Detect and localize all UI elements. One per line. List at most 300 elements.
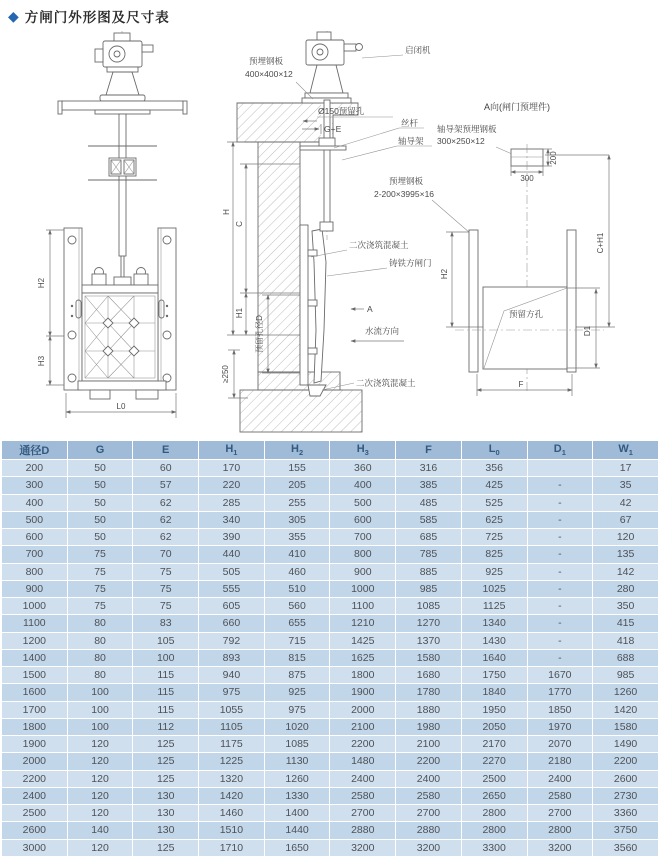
table-row: [2, 787, 659, 804]
table-cell: 655: [264, 615, 330, 632]
table-cell: 35: [593, 477, 659, 494]
table-cell: 305: [264, 511, 330, 528]
table-cell: 1225: [199, 753, 265, 770]
table-cell: 385: [396, 477, 462, 494]
concrete-lower-label: 二次浇筑混凝土: [356, 378, 416, 388]
table-cell: 1480: [330, 753, 396, 770]
table-cell: 600: [2, 529, 68, 546]
table-cell: 2400: [527, 770, 593, 787]
table-cell: 205: [264, 477, 330, 494]
table-cell: 1750: [461, 667, 527, 684]
table-cell: 1020: [264, 718, 330, 735]
concrete-upper-label: 二次浇筑混凝土: [349, 240, 409, 250]
table-cell: 2200: [330, 736, 396, 753]
square-hole-label: 预留方孔: [509, 309, 544, 319]
table-cell: 418: [593, 632, 659, 649]
table-cell: 2100: [330, 718, 396, 735]
table-cell: 3360: [593, 805, 659, 822]
dim-h2-right-label: H2: [440, 268, 449, 280]
table-cell: 2400: [396, 770, 462, 787]
table-cell: 3200: [396, 839, 462, 857]
table-row: [2, 822, 659, 839]
screw-stem-front: [88, 114, 157, 285]
table-cell: 1710: [199, 839, 265, 857]
table-cell: 120: [67, 787, 133, 804]
table-cell: 3200: [527, 839, 593, 857]
table-cell: 560: [264, 598, 330, 615]
table-cell: -: [527, 529, 593, 546]
dim-200-label: 200: [549, 151, 558, 165]
column-header: $W_1$: [593, 441, 659, 460]
table-cell: 130: [133, 805, 199, 822]
table-cell: 355: [264, 529, 330, 546]
table-cell: 300: [2, 477, 68, 494]
table-cell: 725: [461, 529, 527, 546]
table-cell: 120: [67, 736, 133, 753]
table-cell: 80: [67, 649, 133, 666]
table-cell: 105: [133, 632, 199, 649]
table-row: [2, 736, 659, 753]
table-cell: 80: [67, 632, 133, 649]
table-cell: 17: [593, 460, 659, 477]
column-header: $H_1$: [199, 441, 265, 460]
table-cell: 350: [593, 598, 659, 615]
guide-plate-label: 轴导架预埋钢板: [437, 124, 497, 134]
table-cell: 1000: [330, 580, 396, 597]
table-cell: 75: [133, 580, 199, 597]
table-cell: 2700: [527, 805, 593, 822]
table-cell: 688: [593, 649, 659, 666]
platform-beam: [58, 101, 187, 114]
table-cell: 1625: [330, 649, 396, 666]
table-row: [2, 529, 659, 546]
dim-h-label: H: [222, 209, 231, 215]
table-cell: 125: [133, 753, 199, 770]
table-cell: 2070: [527, 736, 593, 753]
table-cell: 1425: [330, 632, 396, 649]
table-cell: -: [527, 580, 593, 597]
gate-label: 铸铁方闸门: [389, 258, 432, 268]
table-cell: 2600: [2, 822, 68, 839]
table-cell: 130: [133, 787, 199, 804]
table-cell: 510: [264, 580, 330, 597]
embedded-bar-left: [469, 230, 478, 372]
table-cell: 340: [199, 511, 265, 528]
table-cell: 1330: [264, 787, 330, 804]
table-cell: 3560: [593, 839, 659, 857]
table-cell: 125: [133, 839, 199, 857]
dim-h3-label: H3: [37, 355, 46, 367]
table-cell: 135: [593, 546, 659, 563]
table-cell: -: [527, 511, 593, 528]
plate-label: 预埋钢板: [249, 56, 284, 66]
table-cell: 1320: [199, 770, 265, 787]
table-cell: 525: [461, 494, 527, 511]
table-cell: 285: [199, 494, 265, 511]
table-cell: 985: [396, 580, 462, 597]
table-cell: 75: [133, 598, 199, 615]
table-cell: 2600: [593, 770, 659, 787]
table-cell: -: [527, 477, 593, 494]
table-cell: 975: [264, 701, 330, 718]
table-cell: 1100: [330, 598, 396, 615]
column-header: $H_3$: [330, 441, 396, 460]
table-cell: 1600: [2, 684, 68, 701]
table-cell: 75: [67, 580, 133, 597]
table-cell: 83: [133, 615, 199, 632]
table-cell: 685: [396, 529, 462, 546]
table-cell: 1400: [2, 649, 68, 666]
hole-label: Ø150预留孔: [318, 106, 365, 116]
column-header: 通径D: [2, 441, 68, 460]
table-cell: 120: [67, 770, 133, 787]
table-cell: 900: [330, 563, 396, 580]
wall: [258, 142, 300, 372]
plate-size-label: 400×400×12: [245, 69, 293, 79]
table-cell: 893: [199, 649, 265, 666]
table-cell: 940: [199, 667, 265, 684]
table-cell: 130: [133, 822, 199, 839]
table-cell: 75: [133, 563, 199, 580]
table-cell: 50: [67, 477, 133, 494]
dim-c-label: C: [235, 221, 244, 227]
page-title: [8, 6, 170, 26]
table-cell: 425: [461, 477, 527, 494]
table-cell: 2000: [330, 701, 396, 718]
table-cell: 505: [199, 563, 265, 580]
table-cell: 1770: [527, 684, 593, 701]
table-cell: 100: [67, 701, 133, 718]
dim-h2-label: H2: [37, 277, 46, 289]
table-cell: 115: [133, 667, 199, 684]
dim-min250-label: ≥250: [221, 365, 230, 383]
dim-c-h1-label: C+H1: [596, 232, 605, 254]
table-cell: 1055: [199, 701, 265, 718]
table-cell: 3200: [330, 839, 396, 857]
table-cell: 115: [133, 684, 199, 701]
table-cell: 2800: [527, 822, 593, 839]
table-cell: 600: [330, 511, 396, 528]
table-row: [2, 649, 659, 666]
table-cell: 3300: [461, 839, 527, 857]
table-row: [2, 839, 659, 857]
table-row: [2, 718, 659, 735]
table-cell: 62: [133, 511, 199, 528]
table-cell: 1370: [396, 632, 462, 649]
embedded-plate-label: 预埋钢板: [389, 176, 424, 186]
table-cell: 925: [264, 684, 330, 701]
guide-plate-size-label: 300×250×12: [437, 136, 485, 146]
table-row: [2, 701, 659, 718]
table-row: [2, 580, 659, 597]
table-cell: 50: [67, 460, 133, 477]
table-cell: 815: [264, 649, 330, 666]
table-cell: 1340: [461, 615, 527, 632]
table-cell: 400: [330, 477, 396, 494]
table-cell: 1980: [396, 718, 462, 735]
table-cell: 155: [264, 460, 330, 477]
table-cell: 125: [133, 736, 199, 753]
table-cell: 2500: [2, 805, 68, 822]
hoist-side: [302, 32, 363, 103]
table-row: [2, 477, 659, 494]
table-cell: 100: [67, 718, 133, 735]
table-cell: 316: [396, 460, 462, 477]
table-cell: 1850: [527, 701, 593, 718]
table-cell: 125: [133, 770, 199, 787]
table-cell: 112: [133, 718, 199, 735]
table-cell: 1800: [2, 718, 68, 735]
table-row: [2, 563, 659, 580]
table-cell: 2170: [461, 736, 527, 753]
table-cell: 120: [593, 529, 659, 546]
table-cell: 2100: [396, 736, 462, 753]
table-cell: 792: [199, 632, 265, 649]
table-cell: 62: [133, 529, 199, 546]
sill-block: [258, 372, 340, 390]
dim-l0-label: L0: [116, 402, 126, 411]
table-cell: 50: [67, 494, 133, 511]
table-cell: 220: [199, 477, 265, 494]
table-cell: 485: [396, 494, 462, 511]
table-cell: 700: [330, 529, 396, 546]
table-cell: 1085: [396, 598, 462, 615]
table-cell: 1125: [461, 598, 527, 615]
gate-section: [300, 222, 333, 396]
table-cell: -: [527, 632, 593, 649]
table-cell: 1880: [396, 701, 462, 718]
table-cell: 625: [461, 511, 527, 528]
table-cell: 660: [199, 615, 265, 632]
table-cell: 1000: [2, 598, 68, 615]
table-row: [2, 460, 659, 477]
table-row: [2, 684, 659, 701]
table-cell: 1105: [199, 718, 265, 735]
table-cell: 67: [593, 511, 659, 528]
table-cell: 1490: [593, 736, 659, 753]
view-a-title: A向(闸门预埋件): [484, 102, 550, 112]
g-plus-e-label: G+E: [324, 124, 342, 134]
table-cell: 1500: [2, 667, 68, 684]
column-header: F: [396, 441, 462, 460]
table-cell: 50: [67, 511, 133, 528]
table-cell: 975: [199, 684, 265, 701]
table-cell: -: [527, 563, 593, 580]
table-cell: 415: [593, 615, 659, 632]
technical-drawings: [0, 26, 660, 438]
dimension-table-body: [2, 460, 659, 857]
table-cell: 885: [396, 563, 462, 580]
table-cell: 605: [199, 598, 265, 615]
table-cell: 2800: [461, 805, 527, 822]
table-cell: 42: [593, 494, 659, 511]
table-cell: -: [527, 546, 593, 563]
table-cell: -: [527, 615, 593, 632]
table-cell: 1420: [199, 787, 265, 804]
table-cell: 1420: [593, 701, 659, 718]
table-cell: 1950: [461, 701, 527, 718]
table-cell: 1260: [593, 684, 659, 701]
table-cell: 1970: [527, 718, 593, 735]
table-cell: 2580: [396, 787, 462, 804]
table-row: [2, 494, 659, 511]
table-cell: 1270: [396, 615, 462, 632]
table-cell: 785: [396, 546, 462, 563]
table-cell: 2400: [330, 770, 396, 787]
screw-label: 丝杆: [401, 118, 419, 128]
table-cell: 2200: [2, 770, 68, 787]
table-cell: 900: [2, 580, 68, 597]
table-cell: 2700: [396, 805, 462, 822]
table-row: [2, 667, 659, 684]
table-cell: 57: [133, 477, 199, 494]
table-cell: 360: [330, 460, 396, 477]
table-cell: 460: [264, 563, 330, 580]
table-cell: 800: [2, 563, 68, 580]
table-cell: 1400: [264, 805, 330, 822]
dimension-table: [1, 440, 659, 857]
table-row: [2, 546, 659, 563]
view-a-drawing: [437, 101, 615, 396]
table-cell: 715: [264, 632, 330, 649]
diamond-bullet-icon: ◆: [8, 8, 19, 24]
table-cell: 410: [264, 546, 330, 563]
table-cell: 2500: [461, 770, 527, 787]
embedded-bar-right: [567, 230, 576, 372]
table-cell: 1670: [527, 667, 593, 684]
table-cell: 1510: [199, 822, 265, 839]
table-cell: 825: [461, 546, 527, 563]
dim-hole-d-label: 预留孔径D: [255, 315, 264, 353]
table-cell: 1175: [199, 736, 265, 753]
hoist-front: [95, 33, 153, 101]
table-cell: 3750: [593, 822, 659, 839]
square-hole-rect: [483, 287, 567, 369]
table-cell: 3000: [2, 839, 68, 857]
table-cell: 2730: [593, 787, 659, 804]
table-cell: 1430: [461, 632, 527, 649]
dim-300-label: 300: [520, 174, 534, 183]
table-cell: 60: [133, 460, 199, 477]
table-cell: 875: [264, 667, 330, 684]
table-cell: 1130: [264, 753, 330, 770]
table-row: [2, 753, 659, 770]
table-cell: 170: [199, 460, 265, 477]
table-cell: 1085: [264, 736, 330, 753]
page-title-text: 方闸门外形图及尺寸表: [24, 10, 170, 25]
table-cell: 2700: [330, 805, 396, 822]
table-cell: 80: [67, 667, 133, 684]
table-cell: 2050: [461, 718, 527, 735]
table-cell: 280: [593, 580, 659, 597]
table-cell: -: [527, 598, 593, 615]
table-cell: 2180: [527, 753, 593, 770]
table-cell: 50: [67, 529, 133, 546]
column-header: $D_1$: [527, 441, 593, 460]
table-cell: 1650: [264, 839, 330, 857]
table-cell: 142: [593, 563, 659, 580]
table-cell: 70: [133, 546, 199, 563]
table-cell: 440: [199, 546, 265, 563]
table-row: [2, 805, 659, 822]
table-cell: 2650: [461, 787, 527, 804]
table-cell: 1900: [2, 736, 68, 753]
bottom-slab: [240, 390, 362, 432]
table-cell: 2880: [396, 822, 462, 839]
table-cell: 1780: [396, 684, 462, 701]
embedded-plate-size-label: 2-200×3995×16: [374, 189, 435, 199]
table-cell: 985: [593, 667, 659, 684]
table-cell: 1440: [264, 822, 330, 839]
table-row: [2, 598, 659, 615]
table-cell: 1100: [2, 615, 68, 632]
table-row: [2, 770, 659, 787]
table-cell: 1260: [264, 770, 330, 787]
table-cell: 115: [133, 701, 199, 718]
table-header-row: [2, 441, 659, 460]
table-cell: 255: [264, 494, 330, 511]
table-cell: 1580: [396, 649, 462, 666]
table-cell: 1840: [461, 684, 527, 701]
table-cell: 1025: [461, 580, 527, 597]
gate-leaf-front: [78, 268, 166, 400]
table-cell: 700: [2, 546, 68, 563]
table-cell: 800: [330, 546, 396, 563]
table-cell: 100: [133, 649, 199, 666]
section-view-drawing: [221, 31, 470, 432]
table-cell: 120: [67, 753, 133, 770]
table-cell: 1200: [2, 632, 68, 649]
dim-d1-label: D1: [583, 325, 592, 337]
table-cell: -: [527, 494, 593, 511]
table-cell: 2580: [527, 787, 593, 804]
table-cell: 75: [67, 563, 133, 580]
front-view-drawing: [37, 31, 187, 418]
table-cell: 2270: [461, 753, 527, 770]
section-a-label: A: [367, 304, 373, 314]
table-cell: 500: [330, 494, 396, 511]
table-cell: [527, 460, 593, 477]
table-cell: 140: [67, 822, 133, 839]
table-cell: 100: [67, 684, 133, 701]
table-cell: 2200: [593, 753, 659, 770]
table-row: [2, 615, 659, 632]
table-cell: 2400: [2, 787, 68, 804]
column-header: E: [133, 441, 199, 460]
table-cell: 62: [133, 494, 199, 511]
dim-f-label: F: [518, 380, 524, 389]
flow-label: 水流方向: [365, 326, 400, 336]
table-cell: 200: [2, 460, 68, 477]
column-header: $H_2$: [264, 441, 330, 460]
table-cell: 1210: [330, 615, 396, 632]
table-cell: 75: [67, 598, 133, 615]
table-cell: 2800: [461, 822, 527, 839]
table-cell: 1680: [396, 667, 462, 684]
table-cell: 2200: [396, 753, 462, 770]
table-cell: 500: [2, 511, 68, 528]
table-cell: 2580: [330, 787, 396, 804]
table-cell: 1800: [330, 667, 396, 684]
table-cell: 1900: [330, 684, 396, 701]
table-cell: 925: [461, 563, 527, 580]
table-cell: 1700: [2, 701, 68, 718]
dimension-table-container: [1, 440, 659, 858]
dim-h1-label: H1: [235, 307, 244, 319]
table-row: [2, 511, 659, 528]
table-cell: 80: [67, 615, 133, 632]
table-cell: 120: [67, 805, 133, 822]
